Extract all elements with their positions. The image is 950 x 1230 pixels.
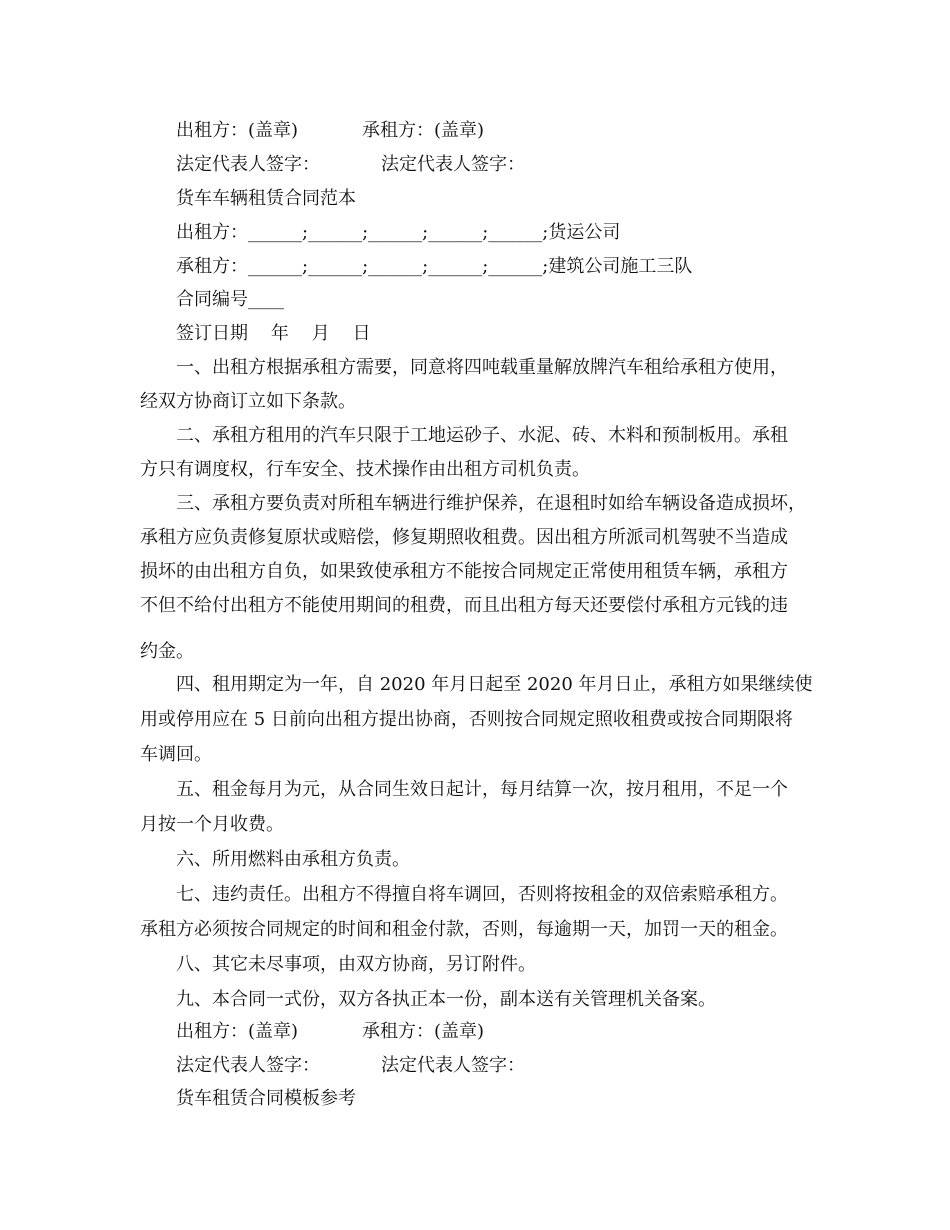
clause-5-line-2: 月按一个月收费。 bbox=[140, 814, 284, 835]
clause-4-line-1: 四、租用期定为一年，自 2020 年月日起至 2020 年月日止，承租方如果继续使 bbox=[176, 674, 813, 695]
clause-2-line-2: 方只有调度权，行车安全、技术操作由出租方司机负责。 bbox=[140, 459, 590, 480]
clause-3-line-1: 三、承租方要负责对所租车辆进行维护保养，在退租时如给车辆设备造成损坏， bbox=[176, 493, 806, 514]
sig-bottom-lessor-seal: 出租方：(盖章) bbox=[176, 1021, 299, 1042]
sig-top-lessor-rep: 法定代表人签字： bbox=[176, 154, 320, 175]
clause-7-line-2: 承租方必须按合同规定的时间和租金付款，否则，每逾期一天，加罚一天的租金。 bbox=[140, 919, 788, 940]
sig-top-lessor-seal: 出租方：(盖章) bbox=[176, 120, 299, 141]
clause-3-line-2: 承租方应负责修复原状或赔偿，修复期照收租费。因出租方所派司机驾驶不当造成 bbox=[140, 527, 788, 548]
sig-top-lessee-rep: 法定代表人签字： bbox=[381, 154, 525, 175]
contract-title: 货车车辆租赁合同范本 bbox=[176, 188, 356, 209]
clause-9-line-1: 九、本合同一式份，双方各执正本一份，副本送有关管理机关备案。 bbox=[176, 989, 716, 1010]
clause-2-line-1: 二、承租方租用的汽车只限于工地运砂子、水泥、砖、木料和预制板用。承租 bbox=[176, 425, 788, 446]
clause-5-line-1: 五、租金每月为元，从合同生效日起计，每月结算一次，按月租用，不足一个 bbox=[176, 779, 788, 800]
sig-top-lessee-seal: 承租方：(盖章) bbox=[362, 120, 485, 141]
clause-6-line-1: 六、所用燃料由承租方负责。 bbox=[176, 849, 410, 870]
clause-8-line-1: 八、其它未尽事项，由双方协商，另订附件。 bbox=[176, 954, 536, 975]
clause-4-line-3: 车调回。 bbox=[140, 744, 212, 765]
clause-3-line-4: 不但不给付出租方不能使用期间的租费，而且出租方每天还要偿付承租方元钱的违 bbox=[140, 595, 788, 616]
clause-7-line-1: 七、违约责任。出租方不得擅自将车调回，否则将按租金的双倍索赔承租方。 bbox=[176, 884, 788, 905]
clause-1-line-2: 经双方协商订立如下条款。 bbox=[140, 391, 356, 412]
sign-date: 签订日期 年 月 日 bbox=[176, 323, 371, 344]
clause-3-line-3: 损坏的由出租方自负，如果致使承租方不能按合同规定正常使用租赁车辆，承租方 bbox=[140, 561, 788, 582]
sig-bottom-lessee-seal: 承租方：(盖章) bbox=[362, 1021, 485, 1042]
sig-bottom-lessor-rep: 法定代表人签字： bbox=[176, 1055, 320, 1076]
footer-title: 货车租赁合同模板参考 bbox=[176, 1088, 356, 1109]
sig-bottom-lessee-rep: 法定代表人签字： bbox=[381, 1055, 525, 1076]
clause-3-line-5: 约金。 bbox=[140, 641, 194, 662]
clause-1-line-1: 一、出租方根据承租方需要，同意将四吨载重量解放牌汽车租给承租方使用， bbox=[176, 357, 788, 378]
lessor-line: 出租方：______;______;______;______;______;货运公司 bbox=[176, 222, 621, 243]
clause-4-line-2: 用或停用应在 5 日前向出租方提出协商，否则按合同规定照收租费或按合同期限将 bbox=[140, 709, 793, 730]
lessee-line: 承租方：______;______;______;______;______;建筑公司施工三队 bbox=[176, 256, 693, 277]
contract-number: 合同编号____ bbox=[176, 289, 284, 310]
